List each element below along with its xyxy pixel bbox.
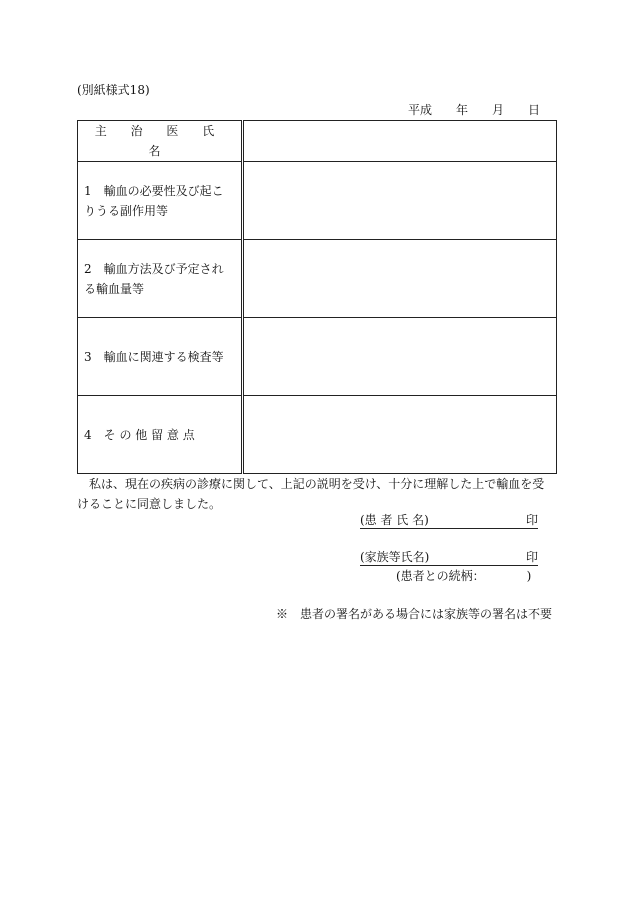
explanation-table (77, 120, 557, 474)
tests-field[interactable] (243, 318, 557, 396)
family-signature-line[interactable] (360, 550, 538, 566)
patient-name-label: (患 者 氏 名) (360, 513, 429, 527)
signature-note: ※ 患者の署名がある場合には家族等の署名は不要 (276, 607, 553, 621)
row-label-necessity: 1 輸血の必要性及び起こりうる副作用等 (78, 162, 243, 240)
table-row (78, 396, 557, 474)
necessity-field[interactable] (243, 162, 557, 240)
family-name-label: (家族等氏名) (360, 550, 430, 564)
table-row (78, 162, 557, 240)
notes-field[interactable] (243, 396, 557, 474)
relationship-field[interactable]: (患者との続柄： ) (396, 569, 532, 583)
row-label-tests: 3 輸血に関連する検査等 (78, 318, 243, 396)
physician-name-field[interactable] (243, 121, 557, 162)
consent-text: 私は、現在の疾病の診療に関して、上記の説明を受け、十分に理解した上で輸血を受けることに同意しました。 (77, 477, 545, 511)
date-day: 日 (528, 103, 541, 117)
seal-mark: 印 (525, 550, 538, 564)
row-label-physician: 主 治 医 氏 名 (78, 121, 243, 162)
table-row (78, 240, 557, 318)
method-field[interactable] (243, 240, 557, 318)
table-row (78, 318, 557, 396)
row-label-method: 2 輸血方法及び予定される輸血量等 (78, 240, 243, 318)
table-row (78, 121, 557, 162)
seal-mark: 印 (525, 513, 538, 527)
row-label-notes: 4 そ の 他 留 意 点 (78, 396, 243, 474)
patient-signature-line[interactable] (360, 513, 538, 529)
date-era: 平成 (408, 103, 433, 117)
date-year: 年 (456, 103, 469, 117)
form-id: (別紙様式18) (77, 83, 150, 97)
date-month: 月 (492, 103, 505, 117)
